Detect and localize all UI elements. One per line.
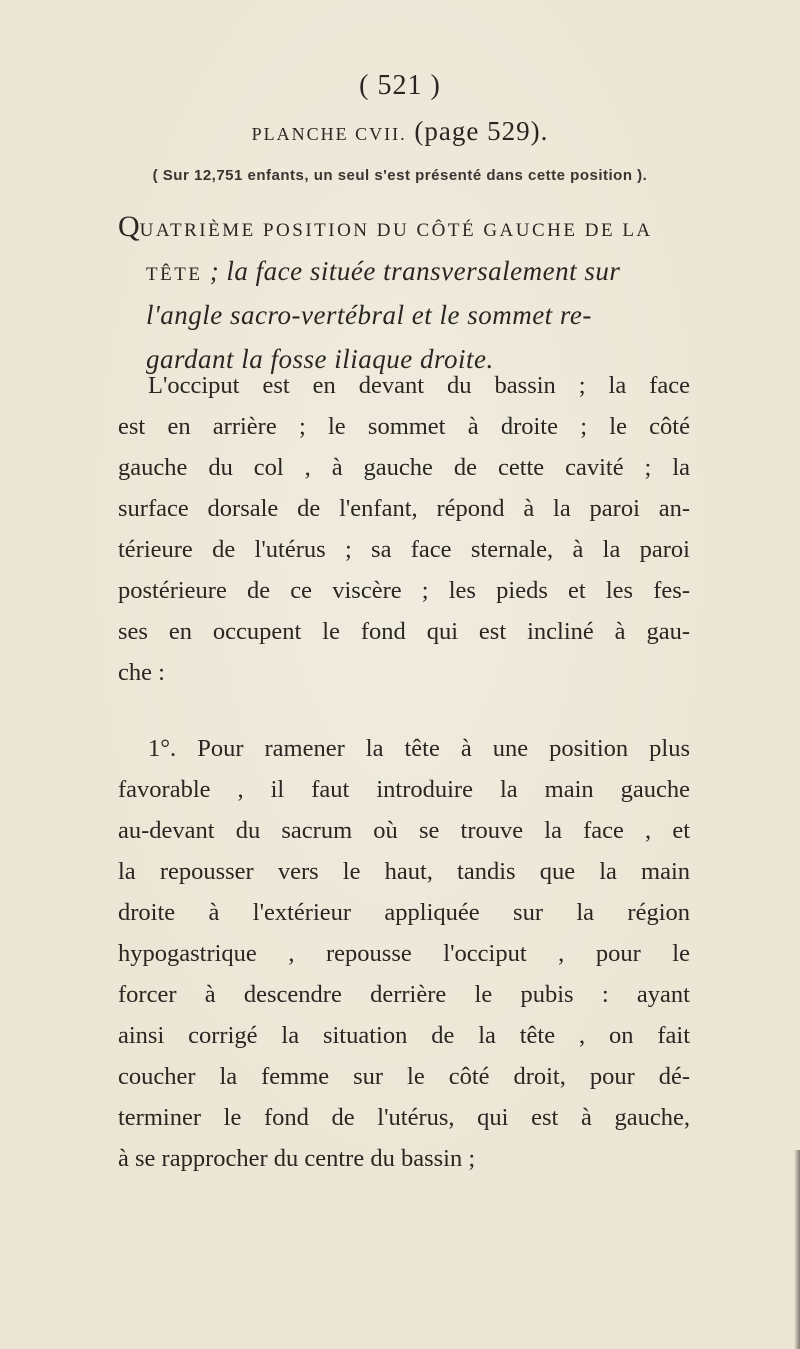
text-line: térieure de l'utérus ; sa face sternale, à la paroi xyxy=(118,536,690,563)
text-line: est en arrière ; le sommet à droite ; le côté xyxy=(118,413,690,440)
body-text xyxy=(118,365,690,1179)
statistics-note: ( Sur 12,751 enfants, un seul s'est présenté dans cette position ). xyxy=(152,167,648,184)
heading-initial: Q xyxy=(118,210,140,243)
text-line: forcer à descendre derrière le pubis : ayant xyxy=(118,981,690,1008)
text-line: coucher la femme sur le côté droit, pour dé- xyxy=(118,1063,690,1090)
heading-italic-4: gardant la fosse iliaque droite. xyxy=(146,344,494,374)
heading-line-2 xyxy=(118,249,718,293)
page-edge-shadow xyxy=(794,1150,800,1349)
text-line: gauche du col , à gauche de cette cavité ; la xyxy=(118,454,690,481)
page-number: ( 521 ) xyxy=(359,70,441,101)
text-line: che : xyxy=(118,659,165,686)
text-line: surface dorsale de l'enfant, répond à la paroi an- xyxy=(118,495,690,522)
plate-reference xyxy=(0,116,800,147)
text-line: la repousser vers le haut, tandis que la main xyxy=(118,858,690,885)
plate-label: PLANCHE CVII. xyxy=(251,124,407,144)
heading-line-1 xyxy=(118,205,718,249)
heading-italic-3: l'angle sacro-vertébral et le sommet re- xyxy=(146,300,592,330)
heading-line-3 xyxy=(118,293,718,337)
text-line: à se rapprocher du centre du bassin ; xyxy=(118,1145,476,1172)
text-line: postérieure de ce viscère ; les pieds et les fes- xyxy=(118,577,690,604)
heading-caps-2: TÊTE xyxy=(146,264,203,285)
paragraph-gap xyxy=(118,693,690,728)
section-heading xyxy=(118,205,718,381)
text-line: au-devant du sacrum où se trouve la face , et xyxy=(118,817,690,844)
text-line: L'occiput est en devant du bassin ; la face xyxy=(148,372,690,399)
text-line: favorable , il faut introduire la main gauche xyxy=(118,776,690,803)
text-line: terminer le fond de l'utérus, qui est à gauche, xyxy=(118,1104,690,1131)
text-line: hypogastrique , repousse l'occiput , pour le xyxy=(118,940,690,967)
text-line: ainsi corrigé la situation de la tête , on fait xyxy=(118,1022,690,1049)
heading-caps: UATRIÈME POSITION DU CÔTÉ GAUCHE DE LA xyxy=(139,220,653,241)
heading-italic-2: ; la face située transversalement sur xyxy=(202,256,621,286)
page-ref: (page 529). xyxy=(414,116,549,146)
text-line: droite à l'extérieur appliquée sur la région xyxy=(118,899,690,926)
text-line: ses en occupent le fond qui est incliné à gau- xyxy=(118,618,690,645)
text-line: 1°. Pour ramener la tête à une position plus xyxy=(148,735,690,762)
